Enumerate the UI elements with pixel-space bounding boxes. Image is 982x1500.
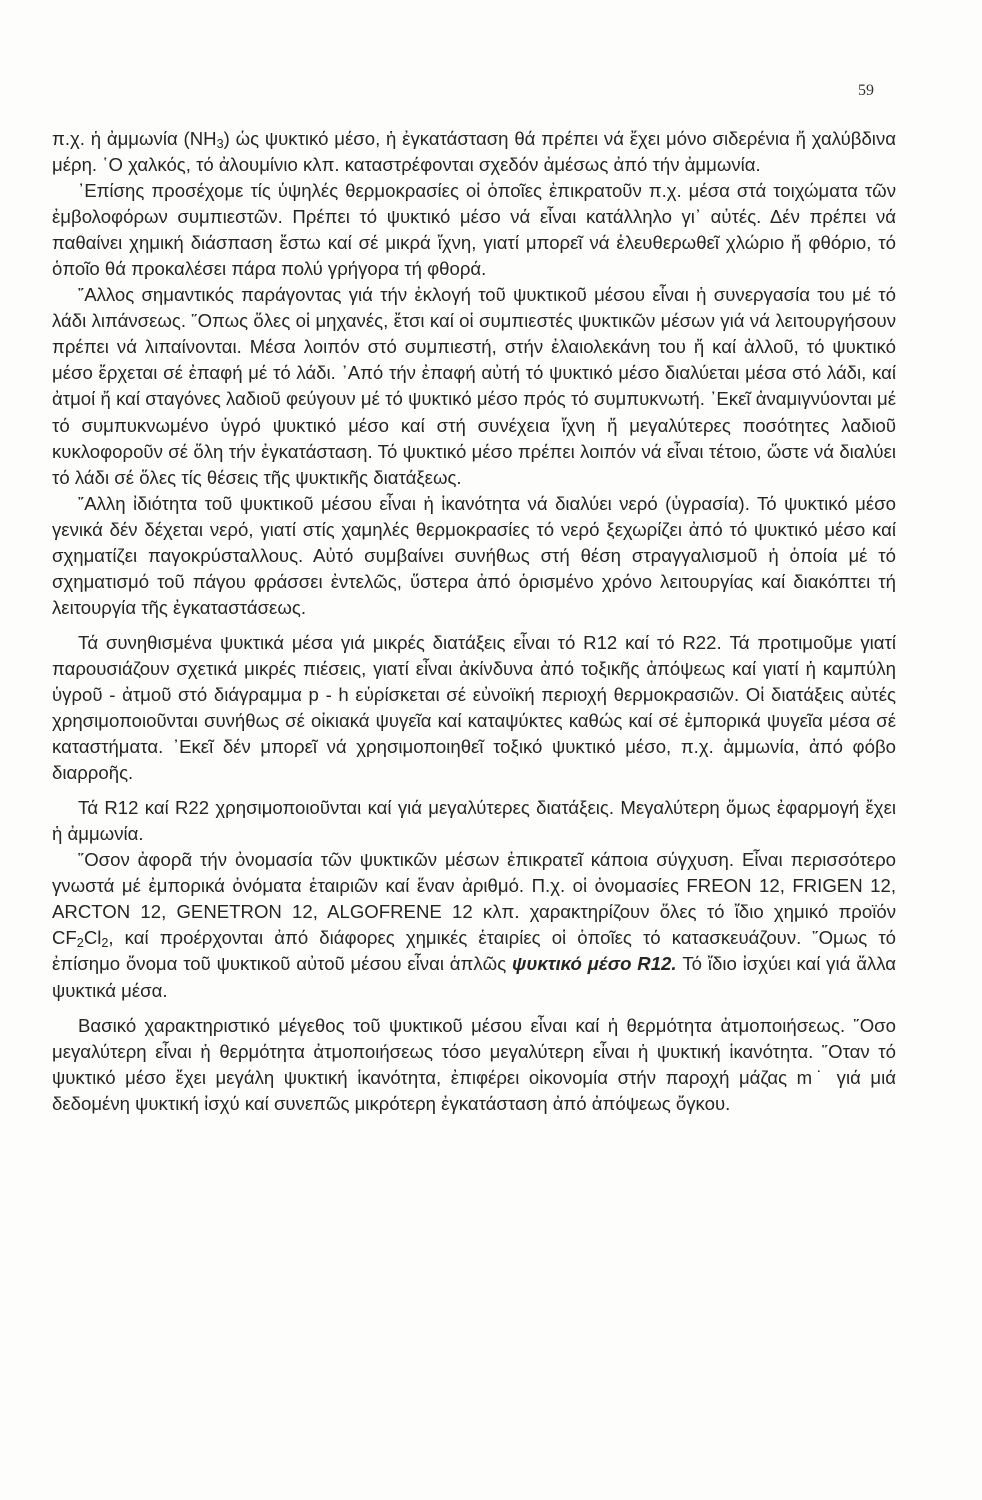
page-body <box>52 126 896 1117</box>
emphasis-r12: ψυκτικό μέσο R12. <box>511 953 677 975</box>
paragraph-larger-systems: Τά R12 καί R22 χρησιμοποιοῦνται καί γιά μεγαλύτερες διατάξεις. Μεγαλύτερη ὅμως ἐφαρμογή ἔχει ἡ ἀμμωνία. <box>52 797 896 845</box>
paragraph-ammonia-materials: π.χ. ἡ ἀμμωνία $(NH_3)$ ὡς ψυκτικό μέσο, ἡ ἐγκατάσταση θά πρέπει νά ἔχει μόνο σιδερένια ἤ χαλύβδινα μέρη. ῾Ο χαλκός, τό ἀλουμίνιο κλπ. καταστρέφονται σχεδόν ἀμέσως ἀπό τήν ἀμμωνία. <box>52 128 896 176</box>
paragraph-oil-compatibility: ῎Αλλος σημαντικός παράγοντας γιά τήν ἐκλογή τοῦ ψυκτικοῦ μέσου εἶναι ἡ συνεργασία του μέ τό λάδι λιπάνσεως. ῞Οπως ὅλες οἱ μηχανές, ἔτσι καί οἱ συμπιεστές ψυκτικῶν μέσων γιά νά λειτουργήσουν πρέπει νά λιπαίνονται. Μέσα λοιπόν στό συμπιεστή, στήν ἐλαιολεκάνη του ἤ καί ἀλλοῦ, τό ψυκτικό μέσο ἔρχεται σέ ἐπαφή μέ τό λάδι. ᾿Από τήν ἐπαφή αὐτή τό ψυκτικό μέσο διαλύεται μέσα στό λάδι, καί ἀτμοί ἤ καί σταγόνες λαδιοῦ φεύγουν μέ τό ψυκτικό μέσο πρός τό συμπυκνωτή. ᾿Εκεῖ ἀναμιγνύονται μέ τό συμπυκνωμένο ὑγρό ψυκτικό μέσο καί στή συνέχεια ἴχνη ἤ μεγαλύτερες ποσότητες λαδιοῦ κυκλοφοροῦν σέ ὅλη τήν ἐγκατάσταση. Τό ψυκτικό μέσο πρέπει λοιπόν νά εἶναι τέτοιο, ὥστε νά διαλύει τό λάδι σέ ὅλες τίς θέσεις τῆς ψυκτικῆς διατάξεως. <box>52 284 896 488</box>
paragraph-heat-of-vaporization: Βασικό χαρακτηριστικό μέγεθος τοῦ ψυκτικοῦ μέσου εἶναι καί ἡ θερμότητα ἀτμοποιήσεως. ῞Οσο μεγαλύτερη εἶναι ἡ θερμότητα ἀτμοποιήσεως τόσο μεγαλύτερη εἶναι ἡ ψυκτική ἱκανότητα. ῞Οταν τό ψυκτικό μέσο ἔχει μεγάλη ψυκτική ἱκανότητα, ἐπιφέρει οἰκονομία στήν παροχή μάζας m˙ γιά μιά δεδομένη ψυκτική ἰσχύ καί συνεπῶς μικρότερη ἐγκατάσταση ἀπό ἀπόψεως ὄγκου. <box>52 1014 896 1114</box>
paragraph-naming: ῞Οσον ἀφορᾶ τήν ὀνομασία τῶν ψυκτικῶν μέσων ἐπικρατεῖ κάποια σύγχυση. Εἶναι περισσότερο γνωστά μέ ἐμπορικά ὀνόματα ἑταιριῶν καί ἕναν ἀριθμό. Π.χ. οἱ ὀνομασίες FREON 12, FRIGEN 12, ARCTON 12, GENETRON 12, ALGOFRENE 12 κλπ. χαρακτηρίζουν ὅλες τό ἴδιο χημικό προϊόν $CF_2Cl_2$, καί προέρχονται ἀπό διάφορες χημικές ἑταιρίες οἱ ὁποῖες τό κατασκευάζουν. ῞Ομως τό ἐπίσημο ὄνομα τοῦ ψυκτικοῦ αὐτοῦ μέσου εἶναι ἁπλῶς ψυκτικό μέσο R12. Τό ἴδιο ἰσχύει καί γιά ἄλλα ψυκτικά μέσα. <box>52 849 896 1001</box>
paragraph-high-temperatures: ᾿Επίσης προσέχομε τίς ὑψηλές θερμοκρασίες οἱ ὁποῖες ἐπικρατοῦν π.χ. μέσα στά τοιχώματα τῶν ἐμβολοφόρων συμπιεστῶν. Πρέπει τό ψυκτικό μέσο νά εἶναι κατάλληλο γι᾿ αὐτές. Δέν πρέπει νά παθαίνει χημική διάσπαση ἔστω καί σέ μικρά ἴχνη, γιατί μπορεῖ νά ἐλευθερωθεῖ χλώριο ἤ φθόριο, τό ὁποῖο θά προκαλέσει πάρα πολύ γρήγορα τή φθορά. <box>52 180 896 280</box>
page-number: 59 <box>858 82 874 99</box>
paragraph-common-refrigerants: Τά συνηθισμένα ψυκτικά μέσα γιά μικρές διατάξεις εἶναι τό R12 καί τό R22. Τά προτιμοῦμε γιατί παρουσιάζουν σχετικά μικρές πιέσεις, γιατί εἶναι ἀκίνδυνα ἀπό τοξικῆς ἀπόψεως καί γιατί ἡ καμπύλη ὑγροῦ - ἀτμοῦ στό διάγραμμα p - h εὑρίσκεται σέ εὐνοϊκή περιοχή θερμοκρασιῶν. Οἱ διατάξεις αὐτές χρησιμοποιοῦνται συνήθως σέ οἰκιακά ψυγεῖα καί καταψύκτες καθώς καί σέ ἐμπορικά ψυγεῖα μέσα σέ καταστήματα. ᾿Εκεῖ δέν μπορεῖ νά χρησιμοποιηθεῖ τοξικό ψυκτικό μέσο, π.χ. ἀμμωνία, ἀπό φόβο διαρροῆς. <box>52 631 896 784</box>
paragraph-water-solubility: ῎Αλλη ἰδιότητα τοῦ ψυκτικοῦ μέσου εἶναι ἡ ἱκανότητα νά διαλύει νερό (ὑγρασία). Τό ψυκτικό μέσο γενικά δέν δέχεται νερό, γιατί στίς χαμηλές θερμοκρασίες τό νερό ξεχωρίζει ἀπό τό ψυκτικό μέσο καί σχηματίζει παγοκρύσταλλους. Αὐτό συμβαίνει συνήθως στή θέση στραγγαλισμοῦ ἡ ὁποία μέ τό σχηματισμό τοῦ πάγου φράσσει ἐντελῶς, ὕστερα ἀπό ὁρισμένο χρόνο λειτουργίας καί διακόπτει τή λειτουργία τῆς ἐγκαταστάσεως. <box>52 492 896 618</box>
